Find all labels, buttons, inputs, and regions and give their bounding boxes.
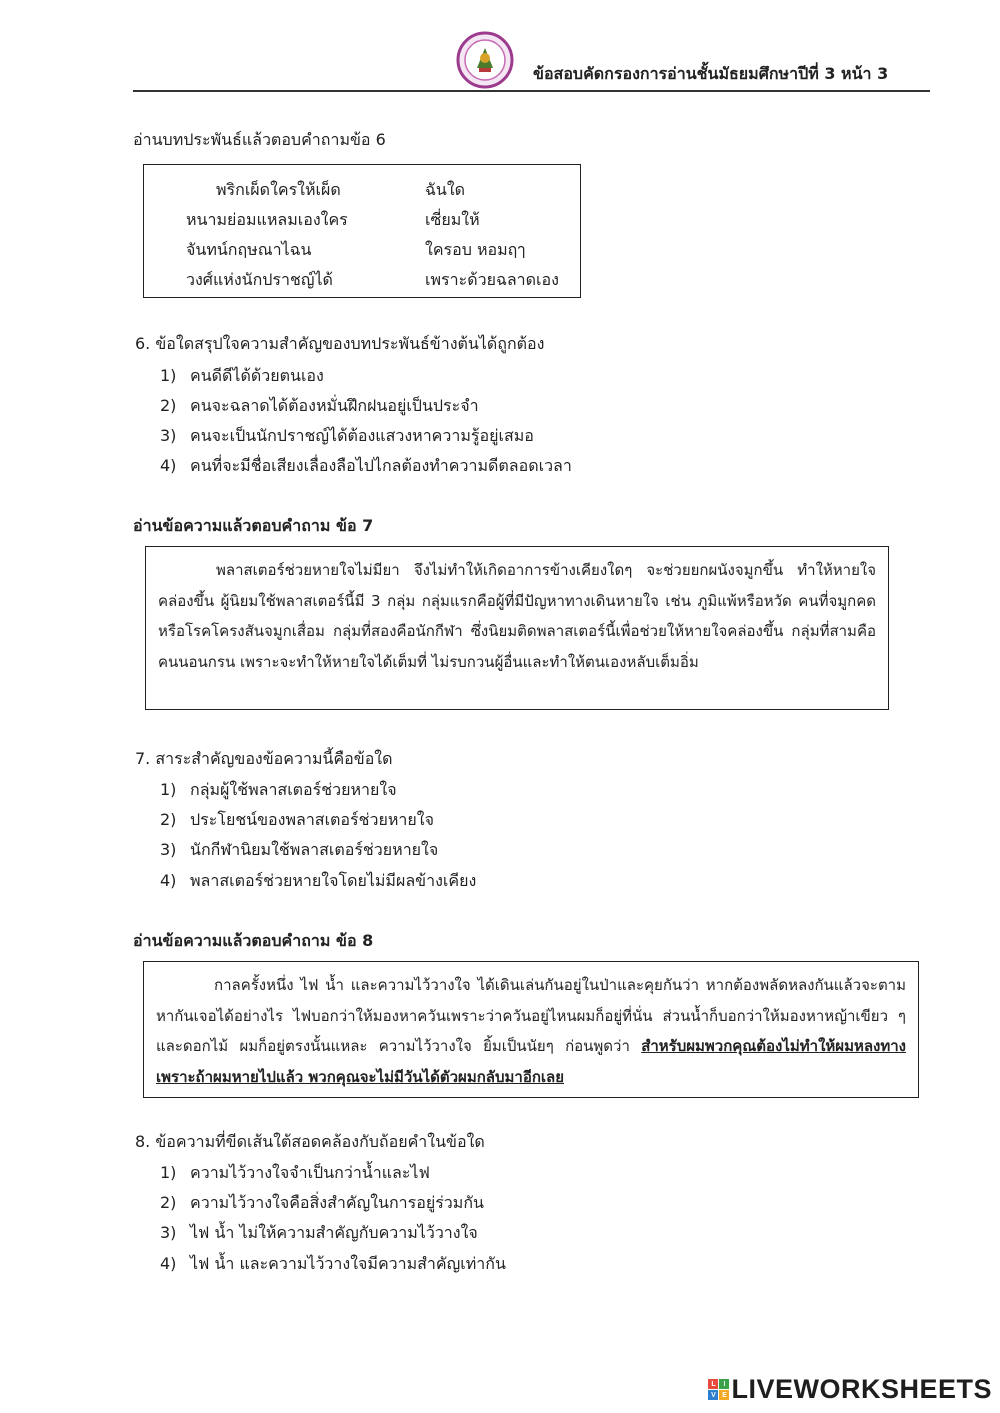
option-number: 4) (160, 871, 177, 890)
poem-line-2-right: เซี่ยมให้ (425, 210, 480, 229)
passage-8-underlined: สำหรับผมพวกคุณต้องไม่ทำให้ผมหลงทาง เพราะถ้าผมหายไปแล้ว พวกคุณจะไม่มีวันได้ตัวผมกลับมาอีกเลย (156, 1037, 906, 1086)
q6-option-1[interactable] (160, 364, 324, 389)
option-number: 3) (160, 840, 177, 859)
section-7-heading: อ่านข้อความแล้วตอบคำถาม ข้อ 7 (133, 516, 374, 535)
option-text: พลาสเตอร์ช่วยหายใจโดยไม่มีผลข้างเคียง (190, 871, 477, 890)
passage-7-box (145, 546, 889, 710)
poem-line-4-left: วงศ์แห่งนักปราชญ์ได้ (186, 270, 333, 289)
option-text: คนจะเป็นนักปราชญ์ได้ต้องแสวงหาความรู้อยู่เสมอ (190, 426, 534, 445)
option-number: 1) (160, 1163, 177, 1182)
q6-option-4[interactable] (160, 454, 572, 479)
option-text: นักกีฬานิยมใช้พลาสเตอร์ช่วยหายใจ (190, 840, 439, 859)
q8-option-3[interactable] (160, 1221, 478, 1246)
option-text: กลุ่มผู้ใช้พลาสเตอร์ช่วยหายใจ (190, 780, 397, 799)
option-number: 1) (160, 366, 177, 385)
poem-line-1-right: ฉันใด (425, 180, 466, 199)
badge-letter: V (708, 1390, 718, 1400)
option-number: 2) (160, 1193, 177, 1212)
option-number: 4) (160, 456, 177, 475)
q7-option-1[interactable] (160, 778, 397, 803)
q7-option-4[interactable] (160, 869, 476, 894)
header-title: ข้อสอบคัดกรองการอ่านชั้นมัธยมศึกษาปีที่ 3 หน้า 3 (533, 64, 889, 83)
q7-option-2[interactable] (160, 808, 434, 833)
option-text: คนดีดีได้ด้วยตนเอง (190, 366, 324, 385)
badge-letter: E (719, 1390, 729, 1400)
q8-option-2[interactable] (160, 1191, 484, 1216)
poem-line-2-left: หนามย่อมแหลมเองใคร (186, 210, 348, 229)
question-7: 7. สาระสำคัญของข้อความนี้คือข้อใด (135, 749, 393, 768)
badge-letter: L (708, 1379, 718, 1389)
passage-7-text: พลาสเตอร์ช่วยหายใจไม่มียา จึงไม่ทำให้เกิดอาการข้างเคียงใดๆ จะช่วยยกผนังจมูกขึ้น ทำให้หายใจคล่องขึ้น ผู้นิยมใช้พลาสเตอร์นี้มี 3 กลุ่ม กลุ่มแรกคือผู้ที่มีปัญหาทางเดินหายใจ เช่น ภูมิแพ้หรือหวัด คนที่จมูกคดหรือโรคโครงสันจมูกเสื่อม กลุ่มที่สองคือนักกีฬา ซึ่งนิยมติดพลาสเตอร์นี้เพื่อช่วยให้หายใจคล่องขึ้น กลุ่มที่สามคือคนนอนกรน เพราะจะทำให้หายใจได้เต็มที่ ไม่รบกวนผู้อื่นและทำให้ตนเองหลับเต็มอิ่ม (158, 561, 876, 671)
option-text: ไฟ น้ำ ไม่ให้ความสำคัญกับความไว้วางใจ (190, 1223, 478, 1242)
option-number: 3) (160, 426, 177, 445)
poem-line-3-right: ใครอบ หอมฤๅ (425, 240, 526, 259)
option-number: 4) (160, 1254, 177, 1273)
poem-line-4-right: เพราะด้วยฉลาดเอง (425, 270, 559, 289)
poem-line-1-left: พริกเผ็ดใครให้เผ็ด (216, 180, 341, 199)
q7-option-3[interactable] (160, 838, 438, 863)
option-text: ความไว้วางใจคือสิ่งสำคัญในการอยู่ร่วมกัน (190, 1193, 484, 1212)
option-text: ความไว้วางใจจำเป็นกว่าน้ำและไฟ (190, 1163, 430, 1182)
option-text: ประโยชน์ของพลาสเตอร์ช่วยหายใจ (190, 810, 434, 829)
poem-box (143, 164, 581, 298)
passage-8-text: กาลครั้งหนึ่ง ไฟ น้ำ และความไว้วางใจ ได้เดินเล่นกันอยู่ในป่าและคุยกันว่า หากต้องพลัดหลงกันแล้วจะตามหากันเจอได้อย่างไร ไฟบอกว่าให้มองหาควันเพราะว่าควันอยู่ไหนผมก็อยู่ที่นั่น ส่วนน้ำก็บอกว่าให้มองหาหญ้าเขียว ๆ และดอกไม้ ผมก็อยู่ตรงนั้นแหละ ความไว้วางใจ ยิ้มเป็นนัยๆ ก่อนพูดว่า (156, 976, 906, 1055)
option-number: 2) (160, 396, 177, 415)
q8-option-1[interactable] (160, 1161, 430, 1186)
option-number: 2) (160, 810, 177, 829)
liveworksheets-badge-icon (708, 1379, 729, 1400)
q8-option-4[interactable] (160, 1252, 506, 1277)
option-text: คนจะฉลาดได้ต้องหมั่นฝึกฝนอยู่เป็นประจำ (190, 396, 479, 415)
option-number: 1) (160, 780, 177, 799)
poem-instruction: อ่านบทประพันธ์แล้วตอบคำถามข้อ 6 (133, 130, 386, 149)
q6-option-2[interactable] (160, 394, 479, 419)
q6-option-3[interactable] (160, 424, 534, 449)
option-text: คนที่จะมีชื่อเสียงเลื่องลือไปไกลต้องทำความดีตลอดเวลา (190, 456, 572, 475)
badge-letter: I (719, 1379, 729, 1389)
liveworksheets-logo[interactable] (708, 1374, 992, 1405)
school-logo (455, 30, 515, 90)
option-number: 3) (160, 1223, 177, 1242)
question-6: 6. ข้อใดสรุปใจความสำคัญของบทประพันธ์ข้างต้นได้ถูกต้อง (135, 334, 545, 353)
poem-line-3-left: จันทน์กฤษณาไฉน (186, 240, 312, 259)
section-8-heading: อ่านข้อความแล้วตอบคำถาม ข้อ 8 (133, 931, 374, 950)
question-8: 8. ข้อความที่ขีดเส้นใต้สอดคล้องกับถ้อยคำในข้อใด (135, 1132, 485, 1151)
liveworksheets-wordmark: LIVEWORKSHEETS (731, 1374, 992, 1404)
passage-8-box (143, 961, 919, 1098)
header-divider (133, 90, 930, 92)
option-text: ไฟ น้ำ และความไว้วางใจมีความสำคัญเท่ากัน (190, 1254, 506, 1273)
